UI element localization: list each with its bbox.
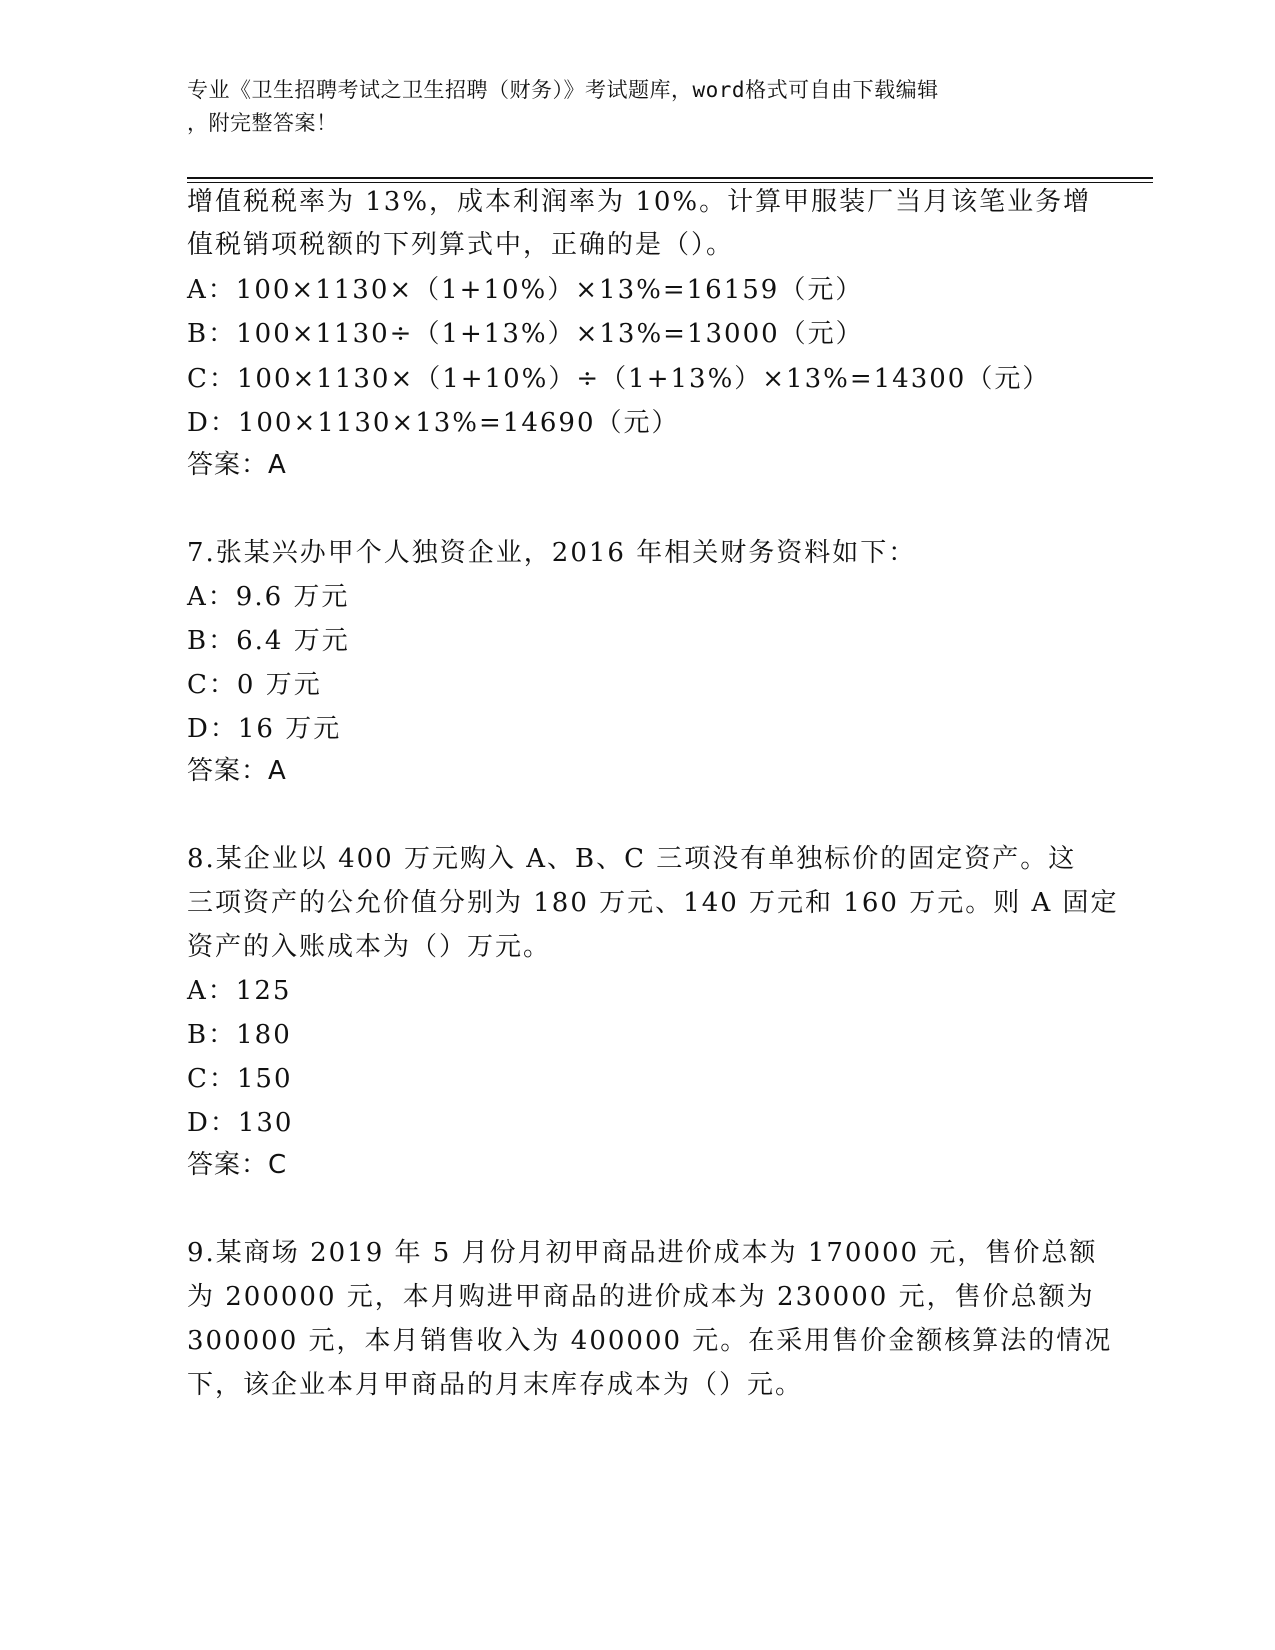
q7-option-b: B：6.4 万元 xyxy=(187,626,350,656)
q9-stem-line-3: 300000 元，本月销售收入为 400000 元。在采用售价金额核算法的情况 xyxy=(187,1326,1113,1356)
header-line-2: ，附完整答案！ xyxy=(187,111,338,135)
q6-option-a: A：100×1130×（1+10%）×13%=16159（元） xyxy=(187,275,864,305)
header-rule-thin xyxy=(187,182,1153,183)
q8-stem-line-1: 8.某企业以 400 万元购入 A、B、C 三项没有单独标价的固定资产。这 xyxy=(187,844,1077,874)
q9-stem-line-4: 下，该企业本月甲商品的月末库存成本为（）元。 xyxy=(187,1370,804,1400)
q8-option-a: A：125 xyxy=(187,976,292,1006)
q6-answer: 答案：A xyxy=(187,450,287,480)
q7-option-d: D：16 万元 xyxy=(187,714,342,744)
q6-stem-line-1: 增值税税率为 13%，成本利润率为 10%。计算甲服装厂当月该笔业务增 xyxy=(187,187,1092,217)
document-header xyxy=(187,74,1067,140)
q9-stem-line-1: 9.某商场 2019 年 5 月份月初甲商品进价成本为 170000 元，售价总额 xyxy=(187,1238,1098,1268)
q6-option-d: D：100×1130×13%=14690（元） xyxy=(187,408,680,438)
q8-option-b: B：180 xyxy=(187,1020,292,1050)
q6-option-b: B：100×1130÷（1+13%）×13%=13000（元） xyxy=(187,319,864,349)
q7-answer: 答案：A xyxy=(187,756,287,786)
q8-option-d: D：130 xyxy=(187,1108,294,1138)
q8-option-c: C：150 xyxy=(187,1064,293,1094)
q7-stem-line-1: 7.张某兴办甲个人独资企业，2016 年相关财务资料如下： xyxy=(187,538,917,568)
q8-answer: 答案：C xyxy=(187,1150,288,1180)
q6-stem-line-2: 值税销项税额的下列算式中，正确的是（）。 xyxy=(187,230,735,260)
q8-stem-line-3: 资产的入账成本为（）万元。 xyxy=(187,932,552,962)
q9-stem-line-2: 为 200000 元，本月购进甲商品的进价成本为 230000 元，售价总额为 xyxy=(187,1282,1095,1312)
q6-option-c: C：100×1130×（1+10%）÷（1+13%）×13%=14300（元） xyxy=(187,364,1051,394)
q8-stem-line-2: 三项资产的公允价值分别为 180 万元、140 万元和 160 万元。则 A 固定 xyxy=(187,888,1119,918)
header-line-1: 专业《卫生招聘考试之卫生招聘（财务）》考试题库，word格式可自由下载编辑 xyxy=(187,78,939,102)
q7-option-a: A：9.6 万元 xyxy=(187,582,350,612)
q7-option-c: C：0 万元 xyxy=(187,670,322,700)
header-rule-thick xyxy=(187,177,1153,179)
